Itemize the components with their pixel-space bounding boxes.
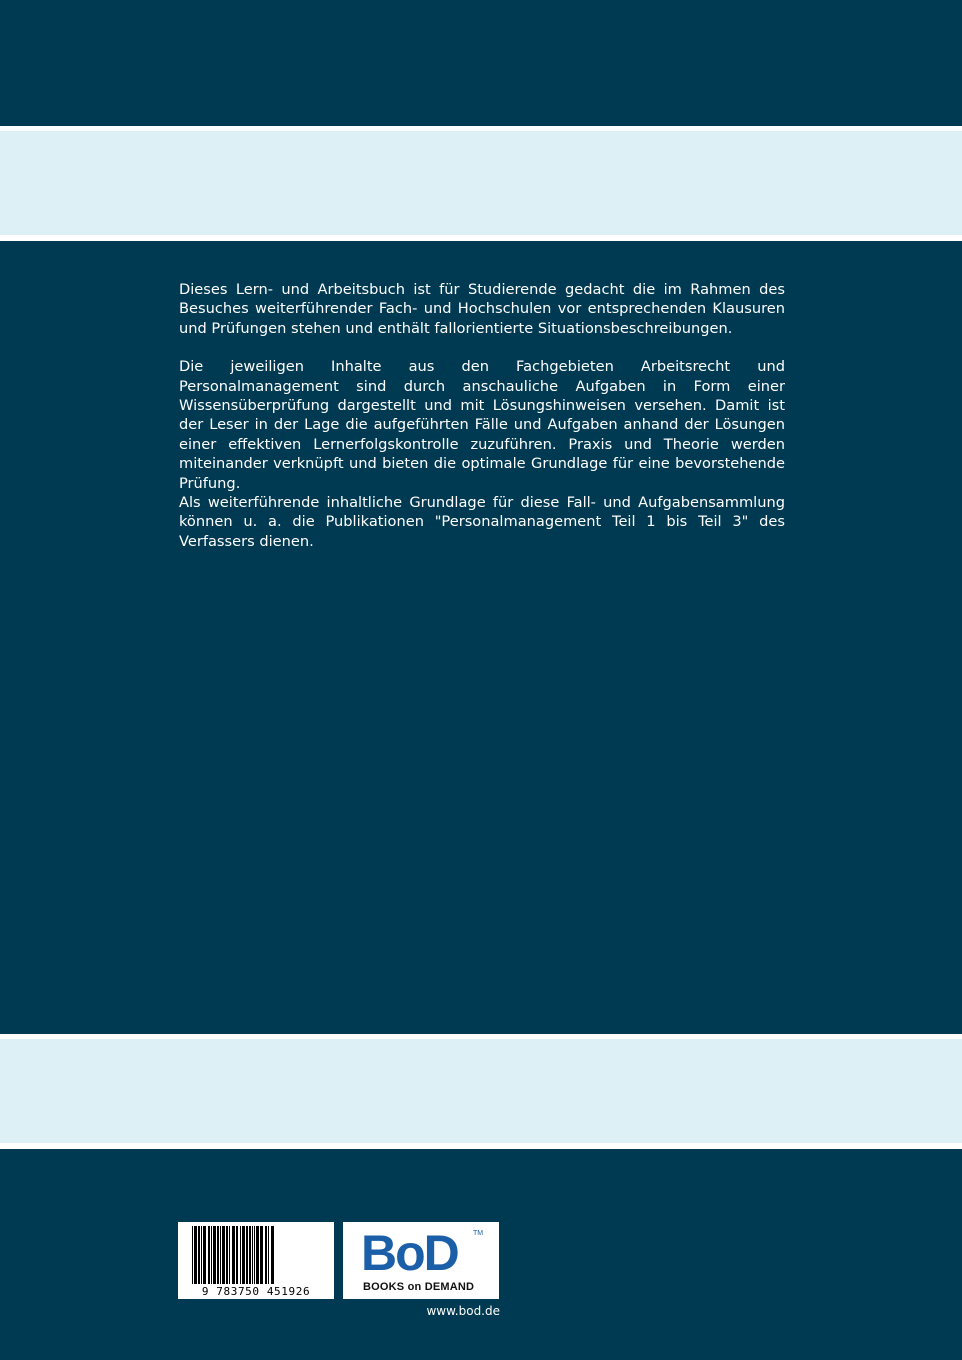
- bod-trademark: TM: [473, 1230, 484, 1237]
- barcode-bar: [201, 1226, 202, 1284]
- top-band-border-lower: [0, 235, 962, 241]
- barcode-bars: [178, 1222, 334, 1286]
- barcode-bar: [222, 1226, 225, 1284]
- barcode-bar: [211, 1226, 212, 1284]
- barcode-bar: [260, 1226, 263, 1284]
- top-band: [0, 131, 962, 235]
- publisher-url: www.bod.de: [426, 1304, 500, 1318]
- barcode-bar: [256, 1226, 259, 1284]
- barcode-bar: [265, 1226, 267, 1284]
- barcode-bar: [236, 1226, 238, 1284]
- barcode-bar: [252, 1226, 253, 1284]
- barcode-bar: [198, 1226, 200, 1284]
- barcode-bar: [242, 1226, 245, 1284]
- barcode-digits: 9 783750 451926: [201, 1285, 311, 1298]
- bod-logo: [343, 1222, 499, 1299]
- barcode-bar: [249, 1226, 251, 1284]
- blurb-paragraph-3: Als weiterführende inhaltliche Grundlage für diese Fall- und Aufgabensammlung können u. a. die Publikationen "Personalmanagement Teil 1 bis Teil 3" des Verfassers dienen.: [179, 494, 785, 550]
- barcode-bar: [246, 1226, 248, 1284]
- barcode-bar: [226, 1226, 228, 1284]
- barcode-bar: [192, 1226, 193, 1284]
- barcode-bar: [229, 1226, 230, 1284]
- barcode-bar: [203, 1226, 206, 1284]
- barcode-bar: [213, 1226, 216, 1284]
- barcode-bar: [220, 1226, 221, 1284]
- barcode-bar: [268, 1226, 269, 1284]
- barcode-bar: [194, 1226, 197, 1284]
- bod-tagline: BOOKS on DEMAND: [363, 1281, 475, 1293]
- barcode-bar: [217, 1226, 219, 1284]
- blurb-paragraph-2: Die jeweiligen Inhalte aus den Fachgebieten Arbeitsrecht und Personalmanagement sind durch anschauliche Aufgaben in Form einer Wissensüberprüfung dargestellt und mit Lösungshinweisen versehen. Damit ist der Leser in der Lage die aufgeführten Fälle und Aufgaben anhand der Lösungen einer effektiven Lernerfolgskontrolle zuzuführen. Praxis und Theorie werden miteinander verknüpft und bieten die optimale Grundlage für eine bevorstehende Prüfung.: [179, 358, 785, 492]
- blurb-paragraph-1: Dieses Lern- und Arbeitsbuch ist für Studierende gedacht die im Rahmen des Besuches weiterführender Fach- und Hochschulen vor entsprechenden Klausuren und Prüfungen stehen und enthält fallorientierte Situationsbeschreibungen.: [179, 281, 785, 337]
- bod-logo-mark: BoD: [361, 1225, 458, 1281]
- barcode-bar: [232, 1226, 235, 1284]
- barcode-bar: [240, 1226, 241, 1284]
- barcode-bar: [254, 1226, 255, 1284]
- back-cover-blurb: [179, 280, 785, 551]
- isbn-barcode: [178, 1222, 334, 1299]
- bottom-band: [0, 1039, 962, 1143]
- barcode-bar: [271, 1226, 274, 1284]
- bottom-band-border-lower: [0, 1143, 962, 1149]
- barcode-bar: [208, 1226, 210, 1284]
